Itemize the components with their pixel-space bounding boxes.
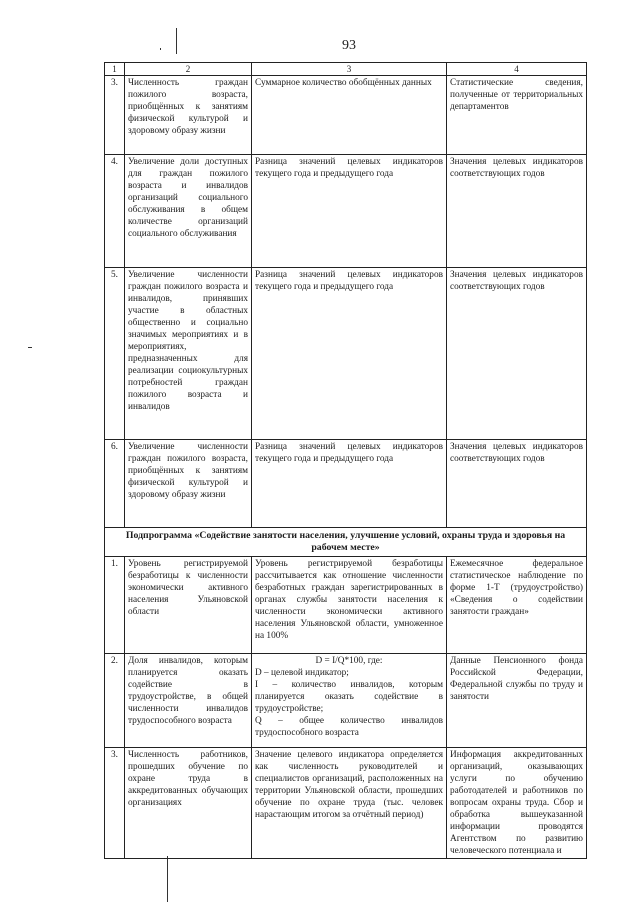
indicator-name: Доля инвалидов, которым планируется оказать содействие в трудоустройстве, в общей численности инвалидов трудоспособного возраста bbox=[125, 654, 252, 748]
calculation-method: Суммарное количество обобщённых данных bbox=[252, 76, 447, 155]
formula-term-d: D – целевой индикатор; bbox=[255, 668, 349, 678]
data-source: Значения целевых индикаторов соответствующих годов bbox=[447, 268, 587, 440]
binding-mark-top bbox=[176, 28, 177, 54]
calculation-method: Разница значений целевых индикаторов текущего года и предыдущего года bbox=[252, 440, 447, 528]
calculation-method: Разница значений целевых индикаторов текущего года и предыдущего года bbox=[252, 268, 447, 440]
row-number: 3. bbox=[105, 76, 125, 155]
indicator-name: Увеличение доли доступных для граждан пожилого возраста и инвалидов организаций социального обслуживания в общем количестве организаций социального обслуживания bbox=[125, 155, 252, 268]
calculation-method: Уровень регистрируемой безработицы рассчитывается как отношение численности безработных граждан зарегистрированных в органах службы занятости населения к численности экономически активного населения Ульяновской области, умноженное на 100% bbox=[252, 557, 447, 654]
column-number-row bbox=[105, 63, 587, 76]
data-source: Значения целевых индикаторов соответствующих годов bbox=[447, 440, 587, 528]
table-row bbox=[105, 654, 587, 748]
row-number: 3. bbox=[105, 748, 125, 859]
row-number: 6. bbox=[105, 440, 125, 528]
binding-mark-bottom bbox=[167, 856, 168, 902]
indicator-name: Уровень регистрируемой безработицы к численности экономически активного населения Ульяновской области bbox=[125, 557, 252, 654]
column-number-4: 4 bbox=[447, 63, 587, 76]
column-number-1: 1 bbox=[105, 63, 125, 76]
formula-term-i: I – количество инвалидов, которым планируется оказать содействие в трудоустройстве; bbox=[255, 680, 443, 714]
data-source: Информация аккредитованных организаций, оказывающих услуги по обучению работодателей и работников по вопросам охраны труда. Сбор и обработка вышеуказанной информации проводятся Агентством по развитию человеческого потенциала и bbox=[447, 748, 587, 859]
calculation-method: Значение целевого индикатора определяется как численность руководителей и специалистов организаций, расположенных на территории Ульяновской области, прошедших обучение по охране труда (тыс. человек нарастающим итогом за отчётный период) bbox=[252, 748, 447, 859]
formula: D = I/Q*100, где: bbox=[315, 656, 383, 666]
row-number: 5. bbox=[105, 268, 125, 440]
row-number: 2. bbox=[105, 654, 125, 748]
table-row bbox=[105, 155, 587, 268]
indicator-name: Увеличение численности граждан пожилого возраста, приобщённых к занятиям физической культурой и здоровому образу жизни bbox=[125, 440, 252, 528]
table-row bbox=[105, 748, 587, 859]
row-number: 4. bbox=[105, 155, 125, 268]
formula-term-q: Q – общее количество инвалидов трудоспособного возраста bbox=[255, 716, 443, 738]
indicators-table bbox=[104, 62, 587, 859]
table-row bbox=[105, 440, 587, 528]
data-source: Значения целевых индикаторов соответствующих годов bbox=[447, 155, 587, 268]
row-number: 1. bbox=[105, 557, 125, 654]
subprogram-title: Подпрограмма «Содействие занятости населения, улучшение условий, охраны труда и здоровья на рабочем месте» bbox=[105, 528, 587, 557]
subprogram-heading-row bbox=[105, 528, 587, 557]
data-source: Ежемесячное федеральное статистическое наблюдение по форме 1-Т (трудоустройство) «Сведения о содействии занятости граждан» bbox=[447, 557, 587, 654]
data-source: Статистические сведения, полученные от территориальных департаментов bbox=[447, 76, 587, 155]
indicator-name: Увеличение численности граждан пожилого возраста и инвалидов, принявших участие в областных общественно и социально значимых мероприятиях и в мероприятиях, предназначенных для реализации социокультурных потребностей граждан пожилого возраста и инвалидов bbox=[125, 268, 252, 440]
column-number-3: 3 bbox=[252, 63, 447, 76]
table-row bbox=[105, 268, 587, 440]
scan-dash bbox=[28, 347, 32, 348]
calculation-method: Разница значений целевых индикаторов текущего года и предыдущего года bbox=[252, 155, 447, 268]
calculation-method bbox=[252, 654, 447, 748]
indicator-name: Численность граждан пожилого возраста, приобщённых к занятиям физической культурой и здоровому образу жизни bbox=[125, 76, 252, 155]
table-row bbox=[105, 557, 587, 654]
table-row bbox=[105, 76, 587, 155]
page-number: 93 bbox=[342, 38, 356, 53]
column-number-2: 2 bbox=[125, 63, 252, 76]
indicator-name: Численность работников, прошедших обучение по охране труда в аккредитованных обучающих организациях bbox=[125, 748, 252, 859]
data-source: Данные Пенсионного фонда Российской Федерации, Федеральной службы по труду и занятости bbox=[447, 654, 587, 748]
scan-dot bbox=[160, 48, 161, 50]
